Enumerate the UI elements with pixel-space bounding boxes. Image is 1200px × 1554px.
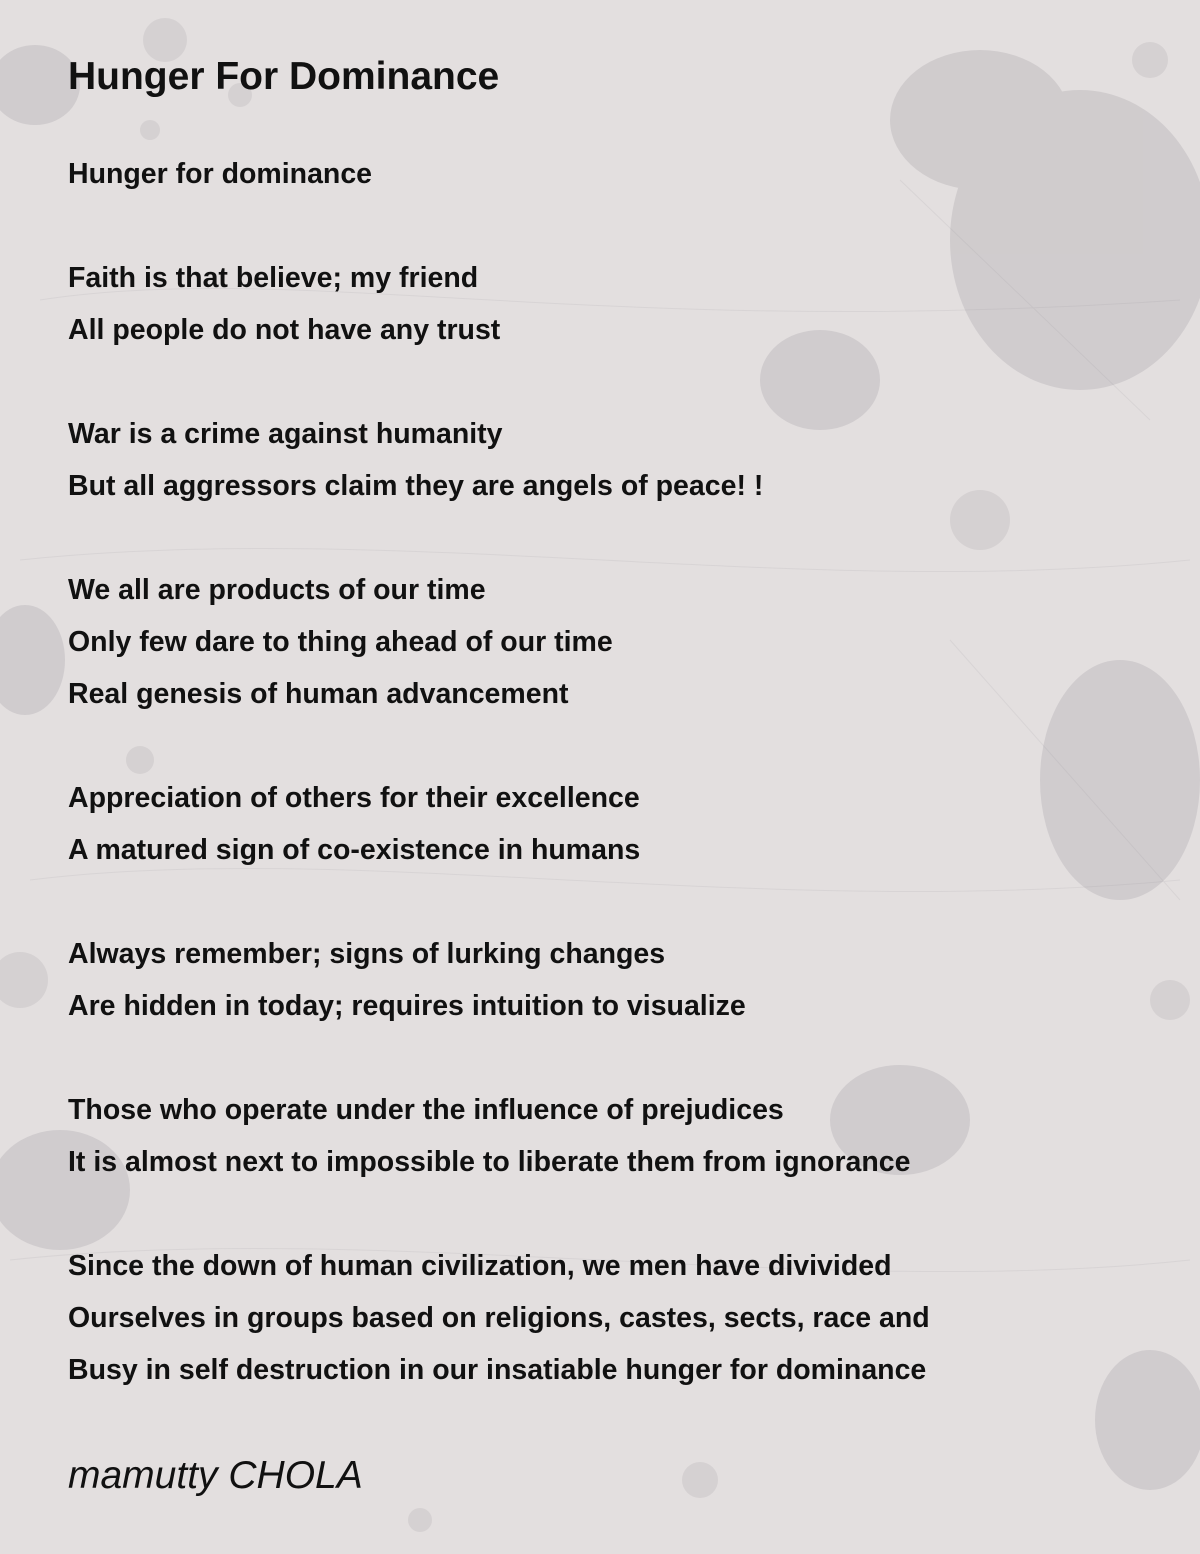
- poem-line: Appreciation of others for their excellence: [68, 782, 640, 814]
- poem-line: Faith is that believe; my friend: [68, 262, 479, 294]
- poem-line-blank: [68, 720, 1168, 772]
- poem-line: Hunger for dominance: [68, 158, 373, 190]
- poem-body: [68, 148, 1168, 1396]
- poem-title: Hunger For Dominance: [68, 55, 500, 98]
- poem-line: All people do not have any trust: [68, 314, 501, 346]
- poem-line: But all aggressors claim they are angels of peace! !: [68, 470, 764, 502]
- poem-author: mamutty CHOLA: [68, 1454, 363, 1497]
- poem-line: Since the down of human civilization, we men have divivided: [68, 1250, 892, 1282]
- poem-line-blank: [68, 1032, 1168, 1084]
- poem-line: Only few dare to thing ahead of our time: [68, 626, 613, 658]
- poem-line: A matured sign of co-existence in humans: [68, 834, 641, 866]
- poem-line: Real genesis of human advancement: [68, 678, 569, 710]
- poem-line-blank: [68, 356, 1168, 408]
- poem-line: It is almost next to impossible to liberate them from ignorance: [68, 1146, 911, 1178]
- poem-line-blank: [68, 512, 1168, 564]
- poem-line-blank: [68, 1188, 1168, 1240]
- poem-line: Those who operate under the influence of prejudices: [68, 1094, 784, 1126]
- poem-line-blank: [68, 200, 1168, 252]
- poem-line: Ourselves in groups based on religions, castes, sects, race and: [68, 1302, 930, 1334]
- poem-line: We all are products of our time: [68, 574, 486, 606]
- poem-line: Busy in self destruction in our insatiable hunger for dominance: [68, 1354, 927, 1386]
- poem-line: Always remember; signs of lurking changes: [68, 938, 666, 970]
- poem-line: Are hidden in today; requires intuition to visualize: [68, 990, 746, 1022]
- poem-line: War is a crime against humanity: [68, 418, 503, 450]
- poem-line-blank: [68, 876, 1168, 928]
